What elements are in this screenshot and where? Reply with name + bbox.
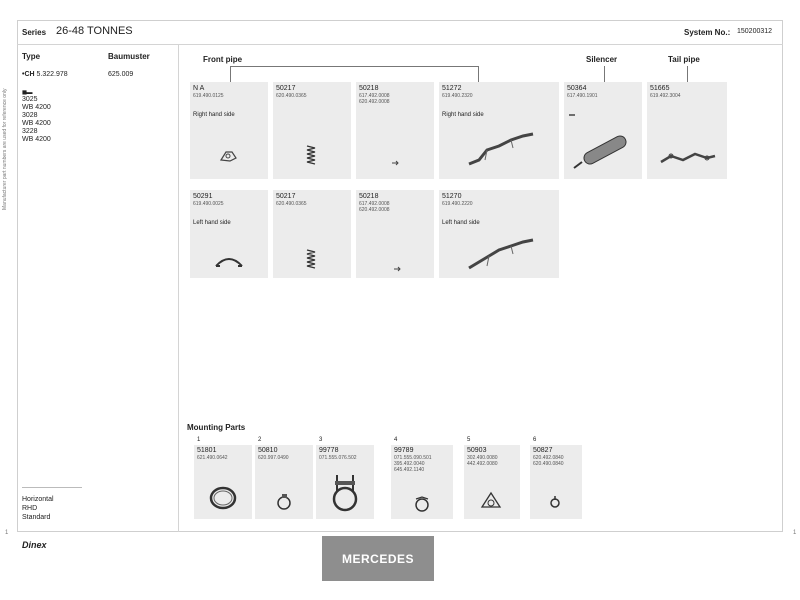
front-pipe-leader — [230, 66, 478, 67]
part-number: 51272 — [442, 85, 462, 92]
oe-reference — [533, 455, 564, 467]
header-divider — [17, 44, 783, 45]
system-number-value: 150200312 — [737, 28, 773, 35]
oe-reference — [359, 93, 431, 105]
type-code — [22, 71, 68, 78]
side-label: Left hand side — [442, 220, 480, 226]
system-number-label: System No.: — [684, 28, 731, 37]
series-label: Series — [22, 28, 47, 37]
dinex-logo: Dinex — [22, 540, 47, 550]
part-number: 51270 — [442, 193, 462, 200]
mounting-card[interactable] — [194, 445, 252, 519]
tail-pipe-heading: Tail pipe — [668, 55, 700, 64]
type-code-value: 5.322.978 — [36, 71, 68, 78]
mounting-card[interactable] — [255, 445, 313, 519]
page-tick-right: 1 — [793, 530, 797, 536]
part-number: 50217 — [276, 193, 296, 200]
gasket-icon — [480, 491, 502, 511]
oe-ref-line: 620.492.0008 — [359, 207, 390, 213]
oe-reference: 619.490.2320 — [442, 93, 473, 99]
hose-clamp-icon — [275, 493, 293, 511]
part-number: 50903 — [467, 447, 487, 454]
model-item: WB 4200 — [22, 120, 51, 127]
oe-ref-line: 071.555.090.501 — [394, 455, 432, 461]
baumuster-header: Baumuster — [108, 52, 150, 61]
small-bolt-icon — [391, 160, 399, 166]
series-value: 26-48 TONNES — [56, 25, 133, 37]
part-card[interactable] — [356, 82, 434, 179]
model-item: WB 4200 — [22, 104, 51, 111]
oe-reference: 620.490.0365 — [276, 93, 307, 99]
part-number: 50218 — [359, 85, 379, 92]
band-clamp-icon — [208, 483, 238, 513]
front-pipe-heading: Front pipe — [203, 55, 243, 64]
drive-side-text: RHD — [22, 505, 38, 512]
oe-ref-line: 617.492.0008 — [359, 93, 390, 99]
part-number: 50364 — [567, 85, 587, 92]
saddle-clamp-icon — [214, 254, 244, 268]
part-number: 50217 — [276, 85, 296, 92]
model-item: 3025 — [22, 96, 38, 103]
model-item: 3228 — [22, 128, 38, 135]
oe-reference — [359, 201, 431, 213]
leader-tick — [687, 66, 688, 82]
part-card[interactable] — [439, 190, 559, 278]
part-number: 51801 — [197, 447, 217, 454]
nut-bolt-icon — [548, 495, 562, 509]
part-number: 50810 — [258, 447, 278, 454]
bolt-icon — [568, 112, 576, 118]
part-card[interactable] — [647, 82, 727, 179]
side-note: Manufacturer part numbers are used for reference only — [2, 88, 8, 210]
oe-ref-line: 620.490.0840 — [533, 461, 564, 467]
oe-reference — [467, 455, 498, 467]
model-item: 3028 — [22, 112, 38, 119]
part-number: N A — [193, 85, 205, 92]
leader-tick — [478, 66, 479, 82]
leader-tick — [604, 66, 605, 82]
make-banner — [322, 536, 434, 581]
baumuster-value: 625.009 — [108, 71, 134, 78]
side-label: Right hand side — [193, 112, 235, 118]
coil-spring-icon — [306, 144, 316, 166]
clamp-bracket-icon — [218, 148, 240, 164]
leader-tick — [230, 66, 231, 82]
oe-reference: 619.490.0025 — [193, 201, 224, 207]
part-number: 99789 — [394, 447, 414, 454]
vehicle-logo-icon: ◼▬ — [22, 90, 32, 96]
mounting-card[interactable] — [530, 445, 582, 519]
side-label: Left hand side — [193, 220, 231, 226]
front-pipe-icon — [465, 234, 537, 274]
type-code-prefix: •CH — [22, 71, 35, 78]
oe-ref-line: 442.492.0080 — [467, 461, 498, 467]
part-number: 99778 — [319, 447, 339, 454]
oe-reference: 617.490.1901 — [567, 93, 598, 99]
oe-reference — [394, 455, 432, 473]
mounting-index: 6 — [533, 437, 537, 443]
part-number: 50827 — [533, 447, 553, 454]
silencer-heading: Silencer — [586, 55, 618, 64]
page-tick-left: 1 — [5, 530, 9, 536]
mounting-index: 5 — [467, 437, 471, 443]
mounting-card[interactable] — [464, 445, 520, 519]
mounting-card[interactable] — [316, 445, 374, 519]
oe-ref-line: 620.492.0840 — [533, 455, 564, 461]
part-card[interactable] — [564, 82, 642, 179]
pipe-clamp-icon — [413, 495, 431, 513]
variant-text: Standard — [22, 514, 51, 521]
part-number: 50218 — [359, 193, 379, 200]
make-label: MERCEDES — [341, 551, 414, 566]
model-item: WB 4200 — [22, 136, 51, 143]
part-number: 51665 — [650, 85, 670, 92]
u-bolt-clamp-icon — [330, 471, 360, 515]
oe-reference: 620.490.0365 — [276, 201, 307, 207]
mounting-card[interactable] — [391, 445, 453, 519]
silencer-icon — [572, 130, 634, 172]
bottom-left-divider — [22, 487, 82, 488]
type-header: Type — [22, 52, 41, 61]
oe-ref-line: 620.492.0008 — [359, 99, 390, 105]
oe-ref-line: 395.492.0040 — [394, 461, 425, 467]
oe-reference: 621.490.0642 — [197, 455, 228, 461]
oe-reference: 619.490.2220 — [442, 201, 473, 207]
mounting-parts-heading: Mounting Parts — [187, 423, 246, 432]
model-list — [22, 96, 51, 144]
mounting-index: 3 — [319, 437, 323, 443]
tail-pipe-icon — [657, 148, 719, 168]
coil-spring-icon — [306, 248, 316, 270]
small-bolt-icon — [393, 266, 401, 272]
part-card[interactable] — [273, 190, 351, 278]
column-divider — [178, 44, 179, 532]
oe-ref-line: 645.492.1140 — [394, 467, 425, 473]
side-label: Right hand side — [442, 112, 484, 118]
oe-reference: 619.490.0125 — [193, 93, 224, 99]
mounting-index: 2 — [258, 437, 262, 443]
front-pipe-icon — [465, 130, 537, 170]
mounting-index: 4 — [394, 437, 398, 443]
oe-ref-line: 617.492.0008 — [359, 201, 390, 207]
part-card[interactable] — [439, 82, 559, 179]
part-card[interactable] — [190, 190, 268, 278]
oe-ref-line: 302.490.0080 — [467, 455, 498, 461]
oe-reference: 619.492.3004 — [650, 93, 681, 99]
part-card[interactable] — [273, 82, 351, 179]
part-card[interactable] — [356, 190, 434, 278]
orientation-text: Horizontal — [22, 496, 54, 503]
mounting-index: 1 — [197, 437, 201, 443]
configuration-notes — [22, 495, 54, 522]
part-card[interactable] — [190, 82, 268, 179]
part-number: 50291 — [193, 193, 213, 200]
oe-reference: 071.555.076.502 — [319, 455, 357, 461]
oe-reference: 620.997.0490 — [258, 455, 289, 461]
